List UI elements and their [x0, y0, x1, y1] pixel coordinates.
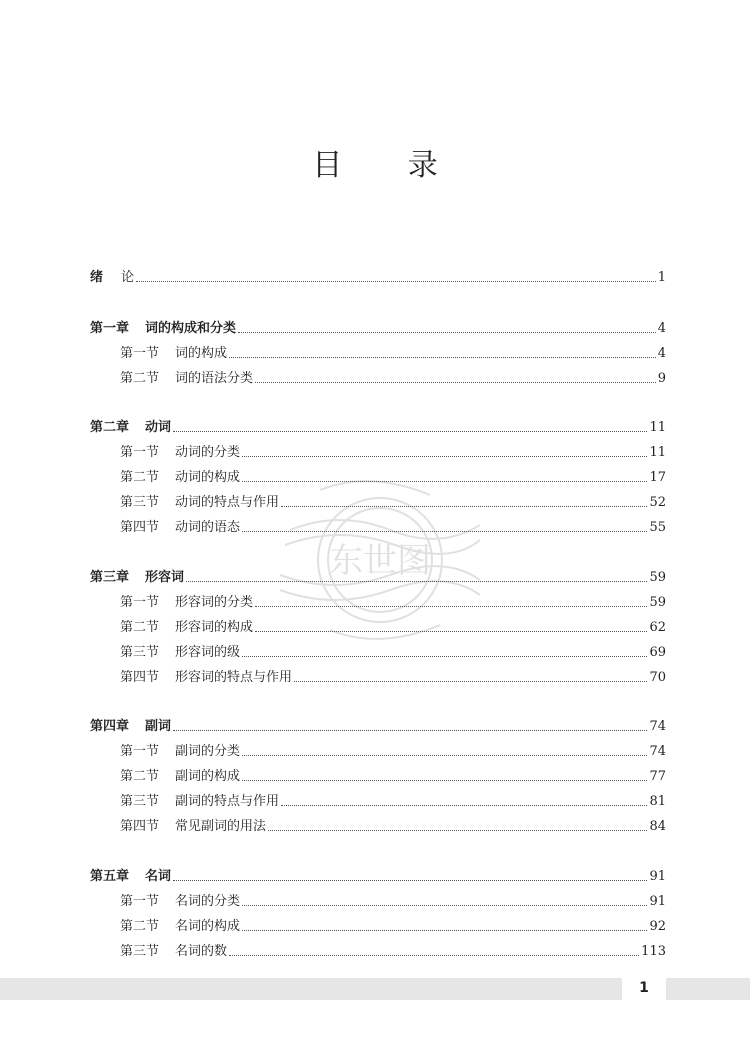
toc-page: 91	[649, 869, 666, 884]
dot-leader	[281, 804, 647, 806]
toc-intro[interactable]	[90, 262, 666, 286]
dot-leader	[242, 754, 647, 756]
dot-leader	[242, 655, 647, 657]
dot-leader	[242, 530, 647, 532]
toc-section[interactable]	[120, 437, 666, 461]
toc-label: 动词的分类	[175, 445, 241, 460]
toc-label: 常见副词的用法	[175, 819, 267, 834]
toc-number: 第一节	[120, 346, 160, 361]
toc-label: 名词的数	[175, 944, 228, 959]
toc-section[interactable]	[120, 811, 666, 835]
toc-page: 11	[649, 445, 666, 460]
toc-page: 52	[649, 495, 666, 510]
toc-number: 第二章	[90, 420, 130, 435]
dot-leader	[255, 605, 647, 607]
toc-page: 113	[641, 944, 666, 959]
toc-label: 形容词的构成	[175, 620, 254, 635]
toc-number: 第一章	[90, 321, 130, 336]
toc-page: 17	[649, 470, 666, 485]
toc-label: 动词的语态	[175, 520, 241, 535]
toc-number: 第三节	[120, 645, 160, 660]
toc-label: 动词的特点与作用	[175, 495, 280, 510]
dot-leader	[294, 680, 647, 682]
toc-label: 论	[121, 270, 135, 285]
toc-section[interactable]	[120, 487, 666, 511]
toc-section[interactable]	[120, 338, 666, 362]
toc-page: 4	[657, 321, 666, 336]
toc-number: 第三节	[120, 794, 160, 809]
toc-chapter[interactable]	[90, 412, 666, 436]
dot-leader	[281, 505, 647, 507]
toc-number: 第一节	[120, 595, 160, 610]
toc-number: 第一节	[120, 445, 160, 460]
dot-leader	[268, 829, 647, 831]
toc-page: 70	[649, 670, 666, 685]
toc-label: 副词的特点与作用	[175, 794, 280, 809]
dot-leader	[136, 280, 656, 282]
toc-section[interactable]	[120, 587, 666, 611]
toc-number: 第四节	[120, 670, 160, 685]
toc-page: 92	[649, 919, 666, 934]
dot-leader	[173, 729, 647, 731]
toc-page: 74	[649, 744, 666, 759]
toc-label: 名词的分类	[175, 894, 241, 909]
dot-leader	[242, 779, 647, 781]
toc-section[interactable]	[120, 512, 666, 536]
toc-page: 77	[649, 769, 666, 784]
page-title: 目 录	[312, 148, 466, 183]
toc-number: 第四节	[120, 520, 160, 535]
toc-label: 词的语法分类	[175, 371, 254, 386]
dot-leader	[255, 381, 656, 383]
toc-label: 名词	[145, 869, 172, 884]
dot-leader	[238, 331, 656, 333]
toc-section[interactable]	[120, 736, 666, 760]
toc-number: 绪	[90, 270, 104, 285]
toc-label: 动词的构成	[175, 470, 241, 485]
toc-page: 1	[657, 270, 666, 285]
toc-number: 第二节	[120, 371, 160, 386]
toc-number: 第二节	[120, 620, 160, 635]
toc-number: 第二节	[120, 470, 160, 485]
toc-section[interactable]	[120, 911, 666, 935]
toc-page: 4	[657, 346, 666, 361]
toc-label: 形容词的级	[175, 645, 241, 660]
toc-number: 第一节	[120, 894, 160, 909]
toc-chapter[interactable]	[90, 711, 666, 735]
toc-number: 第二节	[120, 769, 160, 784]
dot-leader	[186, 580, 647, 582]
toc-page: 69	[649, 645, 666, 660]
toc-label: 词的构成和分类	[145, 321, 237, 336]
toc-page: 59	[649, 570, 666, 585]
dot-leader	[242, 904, 647, 906]
toc-section[interactable]	[120, 886, 666, 910]
dot-leader	[173, 879, 647, 881]
toc-page: 55	[649, 520, 666, 535]
toc-chapter[interactable]	[90, 562, 666, 586]
dot-leader	[242, 455, 647, 457]
toc-section[interactable]	[120, 761, 666, 785]
toc-number: 第二节	[120, 919, 160, 934]
toc-label: 副词的分类	[175, 744, 241, 759]
toc-section[interactable]	[120, 637, 666, 661]
toc-label: 副词的构成	[175, 769, 241, 784]
toc-section[interactable]	[120, 936, 666, 960]
toc-section[interactable]	[120, 662, 666, 686]
dot-leader	[229, 356, 656, 358]
svg-text:东世图: 东世图	[329, 541, 431, 581]
toc-section[interactable]	[120, 363, 666, 387]
toc-section[interactable]	[120, 462, 666, 486]
toc-number: 第三节	[120, 495, 160, 510]
toc-number: 第五章	[90, 869, 130, 884]
toc-label: 形容词	[145, 570, 185, 585]
toc-label: 形容词的特点与作用	[175, 670, 293, 685]
toc-page: 91	[649, 894, 666, 909]
toc-label: 名词的构成	[175, 919, 241, 934]
toc-number: 第三章	[90, 570, 130, 585]
toc-number: 第四节	[120, 819, 160, 834]
toc-page: 9	[657, 371, 666, 386]
toc-section[interactable]	[120, 786, 666, 810]
toc-number: 第四章	[90, 719, 130, 734]
dot-leader	[255, 630, 647, 632]
toc-page: 81	[649, 794, 666, 809]
dot-leader	[229, 954, 639, 956]
dot-leader	[173, 430, 647, 432]
dot-leader	[242, 480, 647, 482]
toc-page: 59	[649, 595, 666, 610]
toc-label: 形容词的分类	[175, 595, 254, 610]
toc-chapter[interactable]	[90, 313, 666, 337]
toc-page: 11	[649, 420, 666, 435]
toc-number: 第一节	[120, 744, 160, 759]
toc-label: 动词	[145, 420, 172, 435]
dot-leader	[242, 929, 647, 931]
toc-label: 副词	[145, 719, 172, 734]
toc-page: 74	[649, 719, 666, 734]
toc-section[interactable]	[120, 612, 666, 636]
toc-number: 第三节	[120, 944, 160, 959]
page-number: 1	[639, 980, 649, 996]
toc-chapter[interactable]	[90, 861, 666, 885]
toc-page: 84	[649, 819, 666, 834]
toc-label: 词的构成	[175, 346, 228, 361]
toc-page: 62	[649, 620, 666, 635]
